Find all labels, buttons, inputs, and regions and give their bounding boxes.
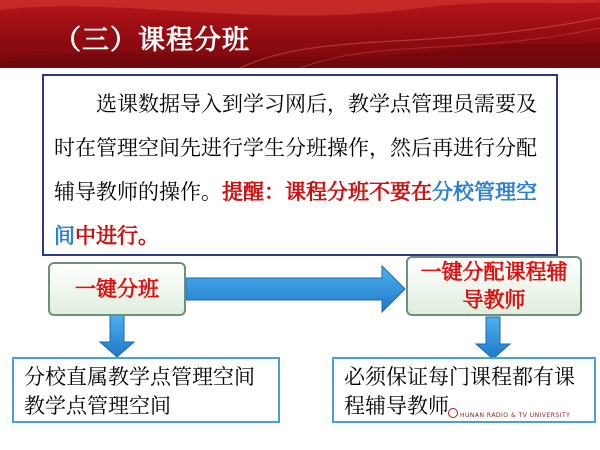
reminder-end-text: 中进行。 xyxy=(75,223,159,248)
reminder-text: 提醒：课程分班不要在 xyxy=(222,179,432,204)
university-logo-icon xyxy=(448,408,458,418)
slide-title: （三）课程分班 xyxy=(54,25,250,56)
one-click-assign-tutor-node xyxy=(406,256,582,316)
branch-management-space-text: 分校直属教学点管理空间教学点管理空间 xyxy=(24,365,255,418)
tutor-requirement-text: 必须保证每门课程都有课程辅导教师 xyxy=(344,365,575,418)
arrow-down-right xyxy=(476,317,510,359)
branch-management-space-box xyxy=(12,357,280,423)
arrow-right xyxy=(186,266,405,312)
arrow-down-left xyxy=(100,315,134,357)
university-name: HUNAN RADIO & TV UNIVERSITY xyxy=(460,412,571,419)
one-click-class-split-label: 一键分班 xyxy=(75,276,159,301)
branch-space-text: 分校管理空间 xyxy=(54,179,537,248)
one-click-class-split-node xyxy=(48,262,186,316)
instruction-text: 选课数据导入到学习网后，教学点管理员需要及时在管理空间先进行学生分班操作，然后再进行分配辅导教师的操作。 xyxy=(54,92,537,204)
one-click-assign-tutor-label: 一键分配课程辅导教师 xyxy=(420,259,568,312)
